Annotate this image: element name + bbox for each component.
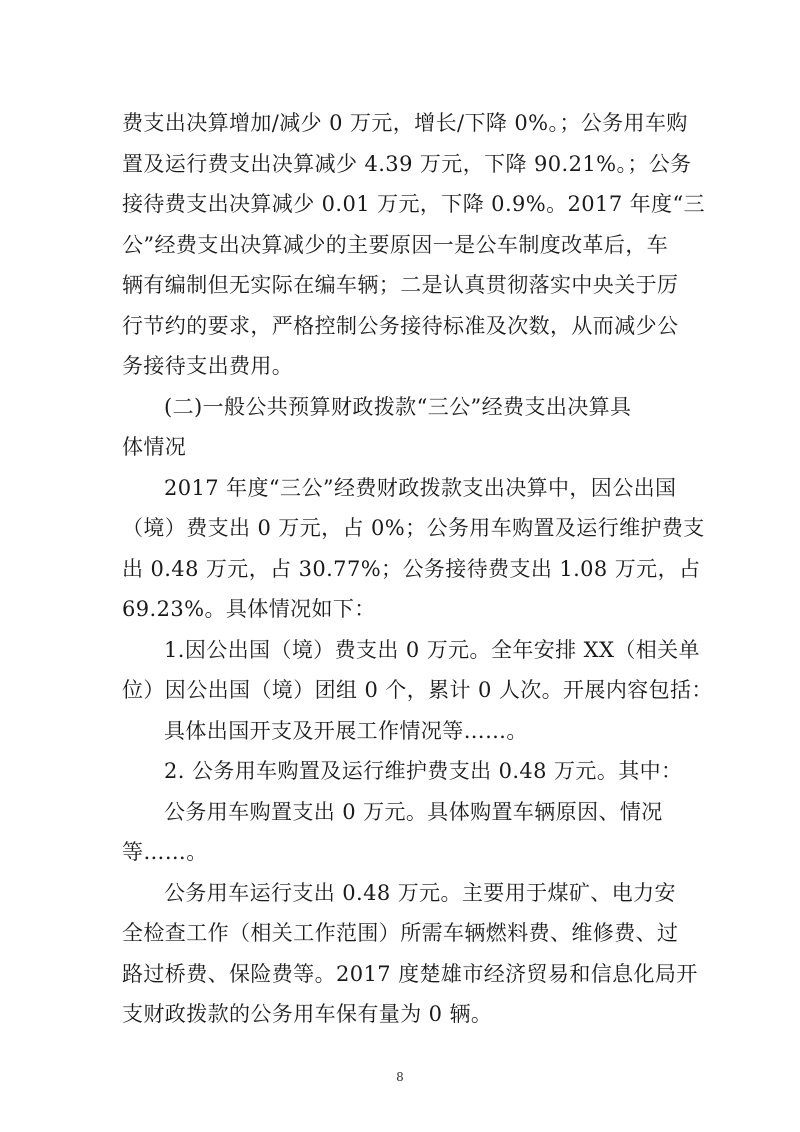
paragraph-line: 1.因公出国（境）费支出 0 万元。全年安排 XX（相关单 [164,638,700,662]
paragraph-line: 务接待支出费用。 [122,354,294,378]
paragraph-line: 出 0.48 万元，占 30.77%；公务接待费支出 1.08 万元，占 [122,557,701,581]
page-number: 8 [396,1070,404,1084]
paragraph-line: 2017 年度“三公”经费财政拨款支出决算中，因公出国 [164,476,677,500]
paragraph-line: 公务用车购置支出 0 万元。具体购置车辆原因、情况 [164,800,663,824]
paragraph-line: 支财政拨款的公务用车保有量为 0 辆。 [122,1002,493,1026]
paragraph-line: 辆有编制但无实际在编车辆；二是认真贯彻落实中央关于厉 [122,273,679,297]
paragraph-line: 2. 公务用车购置及运行维护费支出 0.48 万元。其中： [164,759,683,783]
paragraph-line: 具体出国开支及开展工作情况等……。 [164,719,528,743]
paragraph-line: 费支出决算增加/减少 0 万元，增长/下降 0%。；公务用车购 [122,111,688,135]
paragraph-line: 69.23%。具体情况如下： [122,597,376,621]
paragraph-line: 置及运行费支出决算减少 4.39 万元，下降 90.21%。；公务 [122,152,692,176]
paragraph-line: 全检查工作（相关工作范围）所需车辆燃料费、维修费、过 [122,921,679,945]
paragraph-line: （境）费支出 0 万元，占 0%；公务用车购置及运行维护费支 [122,516,705,540]
paragraph-line: 公务用车运行支出 0.48 万元。主要用于煤矿、电力安 [164,881,676,905]
section-heading: 体情况 [122,435,187,459]
paragraph-line: 位）因公出国（境）团组 0 个，累计 0 人次。开展内容包括： [122,678,713,702]
paragraph-line: 路过桥费、保险费等。2017 度楚雄市经济贸易和信息化局开 [122,962,698,986]
section-heading: (二)一般公共预算财政拨款“三公”经费支出决算具 [164,395,632,419]
paragraph-line: 公”经费支出决算减少的主要原因一是公车制度改革后，车 [122,233,669,257]
paragraph-line: 行节约的要求，严格控制公务接待标准及次数，从而减少公 [122,314,679,338]
paragraph-line: 等……。 [122,840,208,864]
paragraph-line: 接待费支出决算减少 0.01 万元，下降 0.9%。2017 年度“三 [122,192,705,216]
